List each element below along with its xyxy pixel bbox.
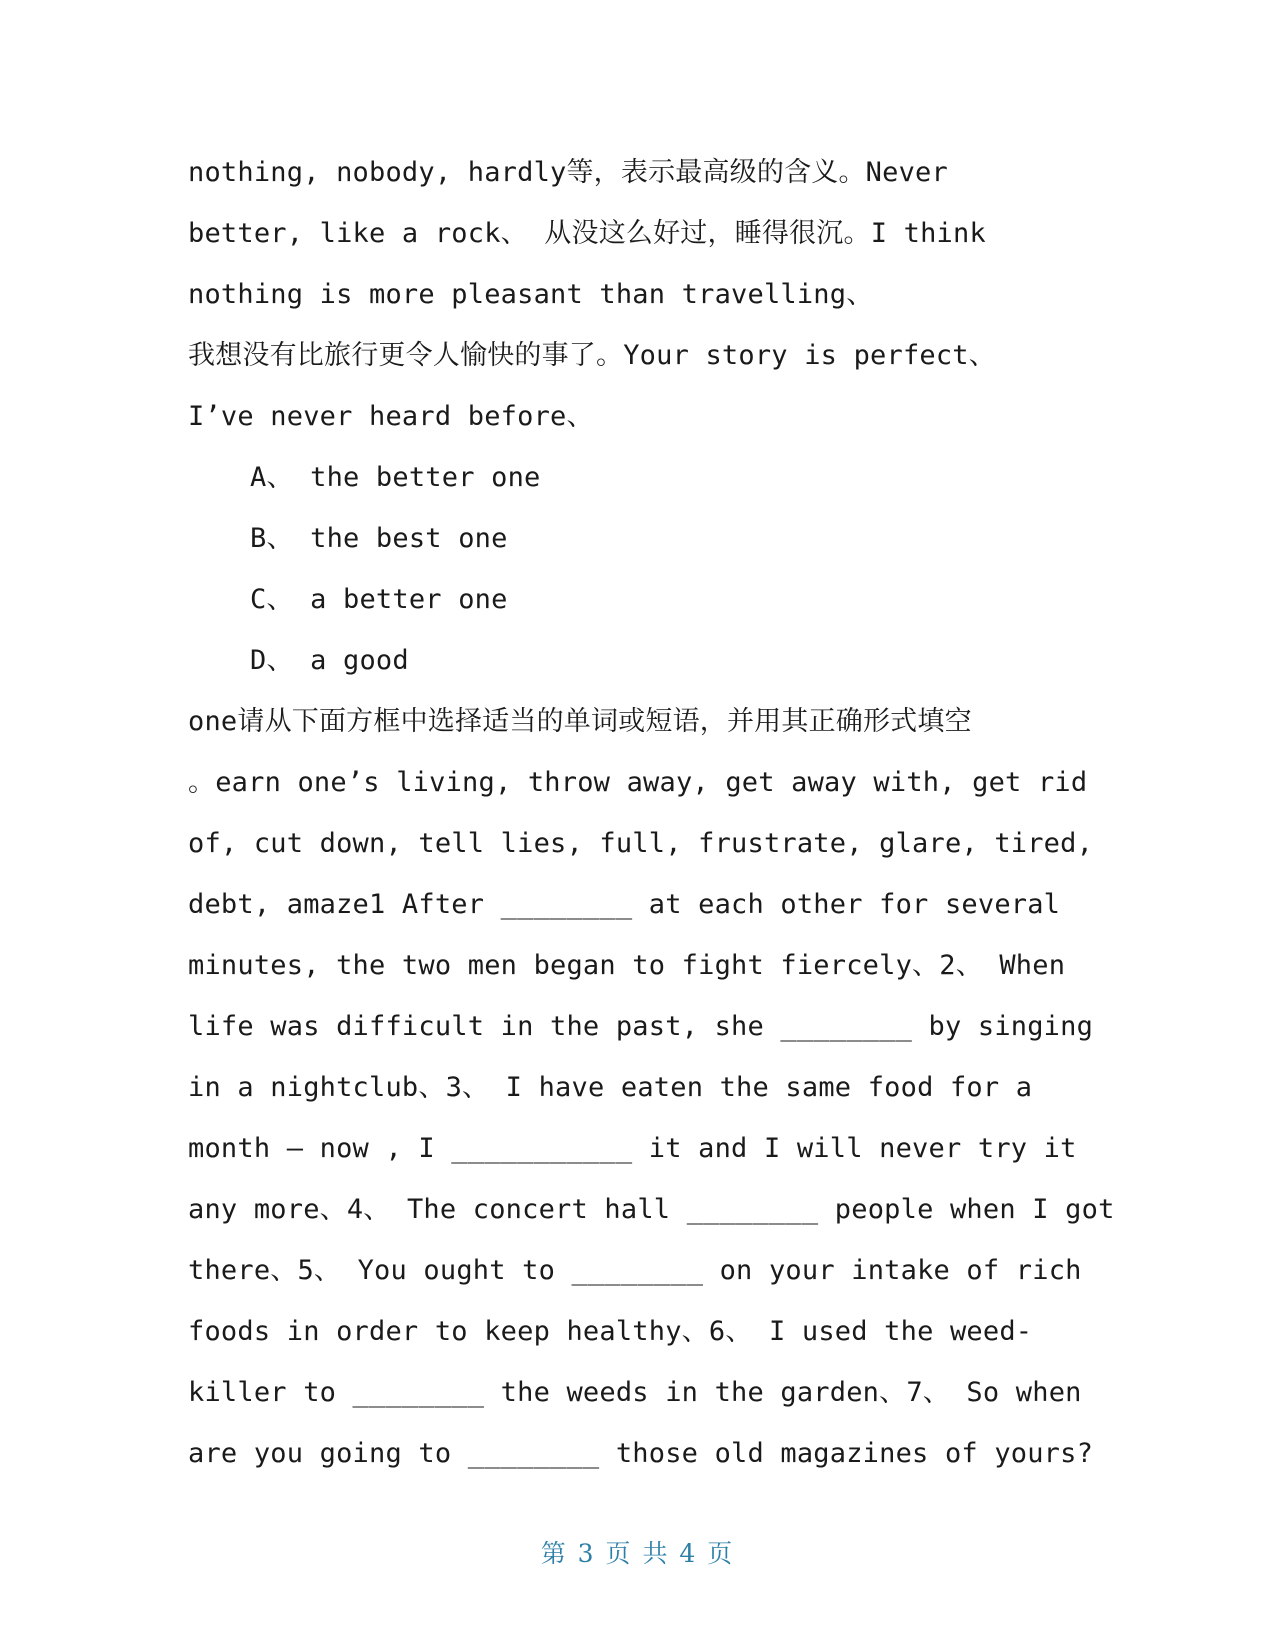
text-line: 。earn one’s living, throw away, get away with, get rid <box>188 767 1088 798</box>
text-line: month — now , I ___________ it and I will never try it <box>188 1133 1077 1164</box>
text-line: I’ve never heard before、 <box>188 401 594 432</box>
text-line: life was difficult in the past, she ________ by singing <box>188 1011 1094 1042</box>
text-line: one请从下面方框中选择适当的单词或短语，并用其正确形式填空 <box>188 706 972 737</box>
text-line: in a nightclub、3、 I have eaten the same food for a <box>188 1072 1033 1103</box>
page-number-footer: 第 3 页 共 4 页 <box>540 1539 735 1568</box>
option-a: A、 the better one <box>250 462 541 493</box>
text-line: debt, amaze1 After ________ at each other for several <box>188 889 1061 920</box>
text-line: 我想没有比旅行更令人愉快的事了。Your story is perfect、 <box>188 340 996 371</box>
text-line: nothing, nobody, hardly等，表示最高级的含义。Never <box>188 157 948 188</box>
body-text <box>188 142 1115 1484</box>
text-line: are you going to ________ those old magazines of yours? <box>188 1438 1094 1469</box>
text-line: killer to ________ the weeds in the garden、7、 So when <box>188 1377 1082 1408</box>
text-line: foods in order to keep healthy、6、 I used the weed- <box>188 1316 1033 1347</box>
text-line: better, like a rock、 从没这么好过，睡得很沉。I think <box>188 218 986 249</box>
text-line: there、5、 You ought to ________ on your intake of rich <box>188 1255 1082 1286</box>
option-b: B、 the best one <box>250 523 508 554</box>
text-line: of, cut down, tell lies, full, frustrate, glare, tired, <box>188 828 1094 859</box>
text-line: any more、4、 The concert hall ________ people when I got <box>188 1194 1115 1225</box>
text-line: minutes, the two men began to fight fiercely、2、 When <box>188 950 1066 981</box>
option-c: C、 a better one <box>250 584 508 615</box>
option-d: D、 a good <box>250 645 409 676</box>
text-line: nothing is more pleasant than travelling、 <box>188 279 874 310</box>
